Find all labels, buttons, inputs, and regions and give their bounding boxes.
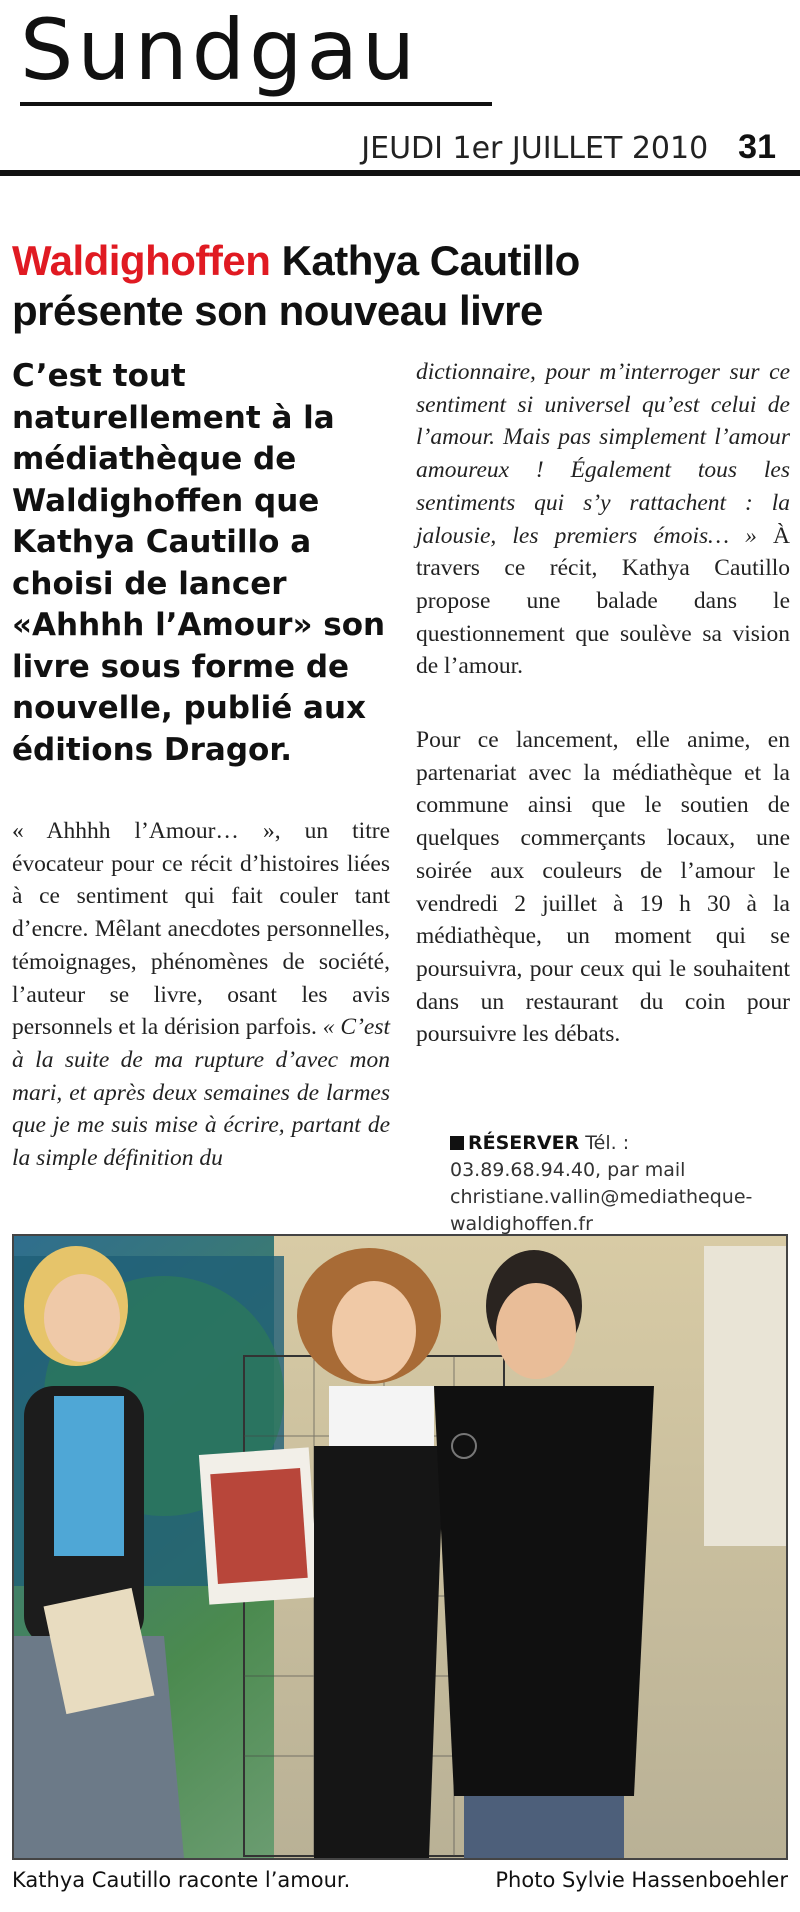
headline-title-2: présente son nouveau livre (12, 287, 543, 334)
square-bullet-icon (450, 1136, 464, 1150)
booking-mail: par mail christiane.vallin@mediatheque-waldighoffen.fr (450, 1159, 753, 1235)
body-paragraph-2: Pour ce lancement, elle anime, en partenariat avec la médiathèque et la commune ainsi que le soutien de quelques commerçants locaux, une soirée aux couleurs de l’amour le vendredi 2 juillet à 19 h 30 à la médiathèque, un moment qui se poursuivra, pour ceux qui le souhaitent dans un restaurant du coin pour poursuivre les débats. (416, 727, 790, 1048)
article-photo (12, 1234, 788, 1860)
photo-caption-row (12, 1865, 788, 1895)
window-light (704, 1246, 786, 1546)
person-center (297, 1248, 444, 1858)
photo-credit: Photo Sylvie Hassenboehler (495, 1868, 788, 1892)
page-number: 31 (738, 128, 776, 166)
author-quote-end: dictionnaire, pour m’interroger sur ce sentiment si universel qu’est celui de l’amour. Mais pas simplement l’amour amoureux ! Également tous les sentiments qui s’y rattachent : la jalousie, les premiers émois… » (416, 359, 790, 549)
photo-illustration (14, 1236, 786, 1858)
lead-paragraph: C’est tout naturellement à la médiathèque de Waldighoffen que Kathya Cautillo a choisi de lancer «Ahhhh l’Amour» son livre sous forme de nouvelle, publié aux éditions Dragor. (12, 358, 386, 768)
author-quote-start: « C’est à la suite de ma rupture d’avec mon mari, et après deux semaines de larmes que je me suis mise à écrire, partant de la simple définition du (12, 1014, 391, 1172)
body-paragraph-1 (12, 815, 390, 1175)
booking-phone: Tél. : 03.89.68.94.40, (450, 1132, 630, 1181)
headline (12, 236, 788, 336)
dateline (361, 128, 776, 167)
section-name: Sundgau (20, 1, 420, 99)
booking-label: RÉSERVER (468, 1132, 580, 1154)
body-paragraph-1-cont (416, 356, 790, 683)
booking-info (450, 1130, 770, 1238)
photo-caption: Kathya Cautillo raconte l’amour. (12, 1868, 351, 1892)
masthead-underline (20, 102, 492, 106)
book-cover (199, 1447, 319, 1604)
issue-date: JEUDI 1er JUILLET 2010 (361, 131, 709, 166)
headline-title-1: Kathya Cautillo (281, 237, 580, 284)
body-paragraph-1-end: À travers ce récit, Kathya Cautillo propose une balade dans le questionnement que soulève sa vision de l’amour. (416, 522, 790, 680)
body-paragraph-1-text: « Ahhhh l’Amour… », un titre évocateur pour ce récit d’histoires liées à ce sentiment qui fait couler tant d’encre. Mêlant anecdotes personnelles, témoignages, phénomènes de société, l’auteur se livre, osant les avis personnels et la dérision parfois. (12, 818, 390, 1041)
masthead (20, 2, 500, 110)
top-rule (0, 170, 800, 176)
headline-kicker: Waldighoffen (12, 237, 271, 284)
